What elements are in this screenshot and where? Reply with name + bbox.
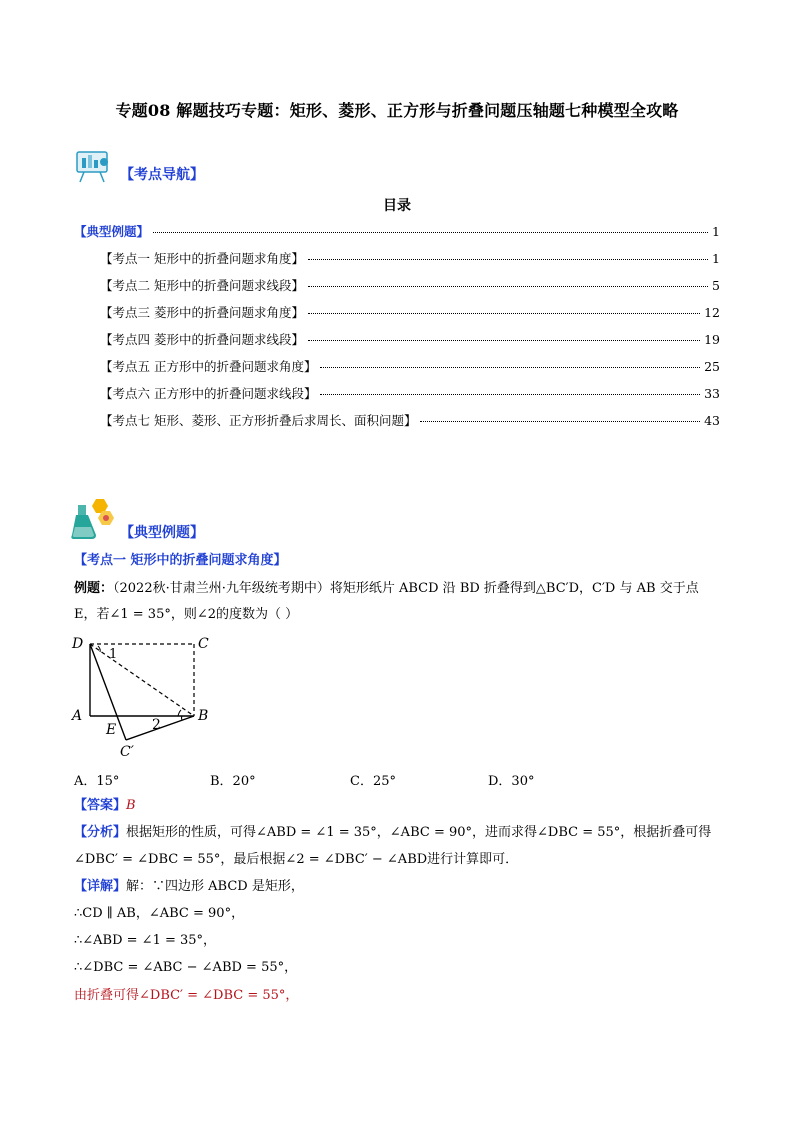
toc-leader [320, 394, 700, 395]
toc-page: 1 [712, 224, 720, 239]
detail-line-2: ∴CD ∥ AB，∠ABC = 90°， [74, 906, 245, 921]
answer-label: 【答案】 [74, 798, 127, 813]
toc-leader [308, 313, 700, 314]
nav-heading-label: 【考点导航】 [120, 167, 204, 183]
detail-line-5: 由折叠可得∠DBC′ = ∠DBC = 55°， [74, 988, 299, 1003]
detail-line-3: ∴∠ABD = ∠1 = 35°， [74, 933, 217, 948]
label-angle-1: 1 [109, 647, 118, 662]
toc-row-main[interactable] [74, 222, 720, 240]
choice-d[interactable]: D．30° [488, 774, 535, 789]
toc-page: 12 [704, 305, 720, 320]
toc-row[interactable] [100, 303, 720, 321]
toc-item-label: 【考点四 菱形中的折叠问题求线段】 [100, 332, 304, 347]
analysis-label: 【分析】 [74, 825, 127, 840]
question-line-2: E，若∠1 = 35°，则∠2的度数为（ ） [74, 607, 299, 622]
toc-page: 33 [704, 386, 720, 401]
toc-row[interactable] [100, 330, 720, 348]
toc-leader [308, 259, 708, 260]
label-C-prime: C′ [120, 744, 134, 760]
toc-row[interactable] [100, 276, 720, 294]
label-C: C [198, 636, 209, 652]
examples-heading [70, 496, 204, 542]
toc-row[interactable] [100, 249, 720, 267]
label-D: D [72, 636, 84, 652]
toc-leader [320, 367, 700, 368]
toc-row[interactable] [100, 357, 720, 375]
choice-b[interactable]: B．20° [210, 774, 256, 789]
toc-item-label: 【考点三 菱形中的折叠问题求角度】 [100, 305, 304, 320]
toc-item-label: 【考点二 矩形中的折叠问题求线段】 [100, 278, 304, 293]
question-text-1: （2022秋·甘肃兰州·九年级统考期中）将矩形纸片 ABCD 沿 BD 折叠得到△BC′D，C′D 与 AB 交于点 [113, 581, 699, 596]
nav-heading [74, 148, 204, 184]
toc-page: 43 [704, 413, 720, 428]
label-A: A [72, 708, 83, 724]
label-E: E [106, 722, 117, 738]
toc-title: 目录 [383, 198, 411, 214]
toc-page: 5 [712, 278, 720, 293]
toc-item-label: 【考点六 正方形中的折叠问题求线段】 [100, 386, 317, 401]
flask-icon [70, 497, 114, 541]
document-title: 专题08 解题技巧专题：矩形、菱形、正方形与折叠问题压轴题七种模型全攻略 [115, 101, 679, 120]
answer-line [74, 796, 136, 816]
toc-row[interactable] [100, 384, 720, 402]
toc-item-label: 【考点七 矩形、菱形、正方形折叠后求周长、面积问题】 [100, 413, 417, 428]
geometry-figure [64, 628, 224, 760]
toc-leader [308, 340, 700, 341]
toc-page: 19 [704, 332, 720, 347]
question-line-1 [74, 579, 699, 599]
question-lead: 例题： [74, 581, 114, 596]
toc-item-label: 【考点一 矩形中的折叠问题求角度】 [100, 251, 304, 266]
analysis-line-2: ∠DBC′ = ∠DBC = 55°，最后根据∠2 = ∠DBC′ − ∠ABD进行计算即可． [74, 852, 519, 867]
choice-c[interactable]: C．25° [350, 774, 396, 789]
answer-value: B [126, 798, 136, 813]
choice-a[interactable]: A．15° [74, 774, 120, 789]
toc-row[interactable] [100, 411, 720, 429]
analysis-line-1 [74, 823, 711, 843]
detail-line-1 [74, 877, 304, 897]
detail-text-1: 解：∵四边形 ABCD 是矩形， [126, 879, 304, 894]
toc-leader [420, 421, 700, 422]
toc-page: 1 [712, 251, 720, 266]
label-angle-2: 2 [152, 717, 161, 733]
toc-item-label: 【考点五 正方形中的折叠问题求角度】 [100, 359, 317, 374]
toc-leader [153, 232, 708, 233]
detail-line-4: ∴∠DBC = ∠ABC − ∠ABD = 55°， [74, 960, 298, 975]
toc-main-label: 【典型例题】 [74, 224, 150, 239]
analysis-text-1: 根据矩形的性质，可得∠ABD = ∠1 = 35°，∠ABC = 90°，进而求得∠DBC = 55°，根据折叠可得 [126, 825, 712, 840]
examples-heading-label: 【典型例题】 [120, 525, 204, 541]
detail-label: 【详解】 [74, 879, 127, 894]
toc-page: 25 [704, 359, 720, 374]
presentation-board-icon [74, 148, 114, 184]
toc-leader [308, 286, 708, 287]
topic-one-heading: 【考点一 矩形中的折叠问题求角度】 [74, 553, 287, 568]
label-B: B [198, 708, 209, 724]
